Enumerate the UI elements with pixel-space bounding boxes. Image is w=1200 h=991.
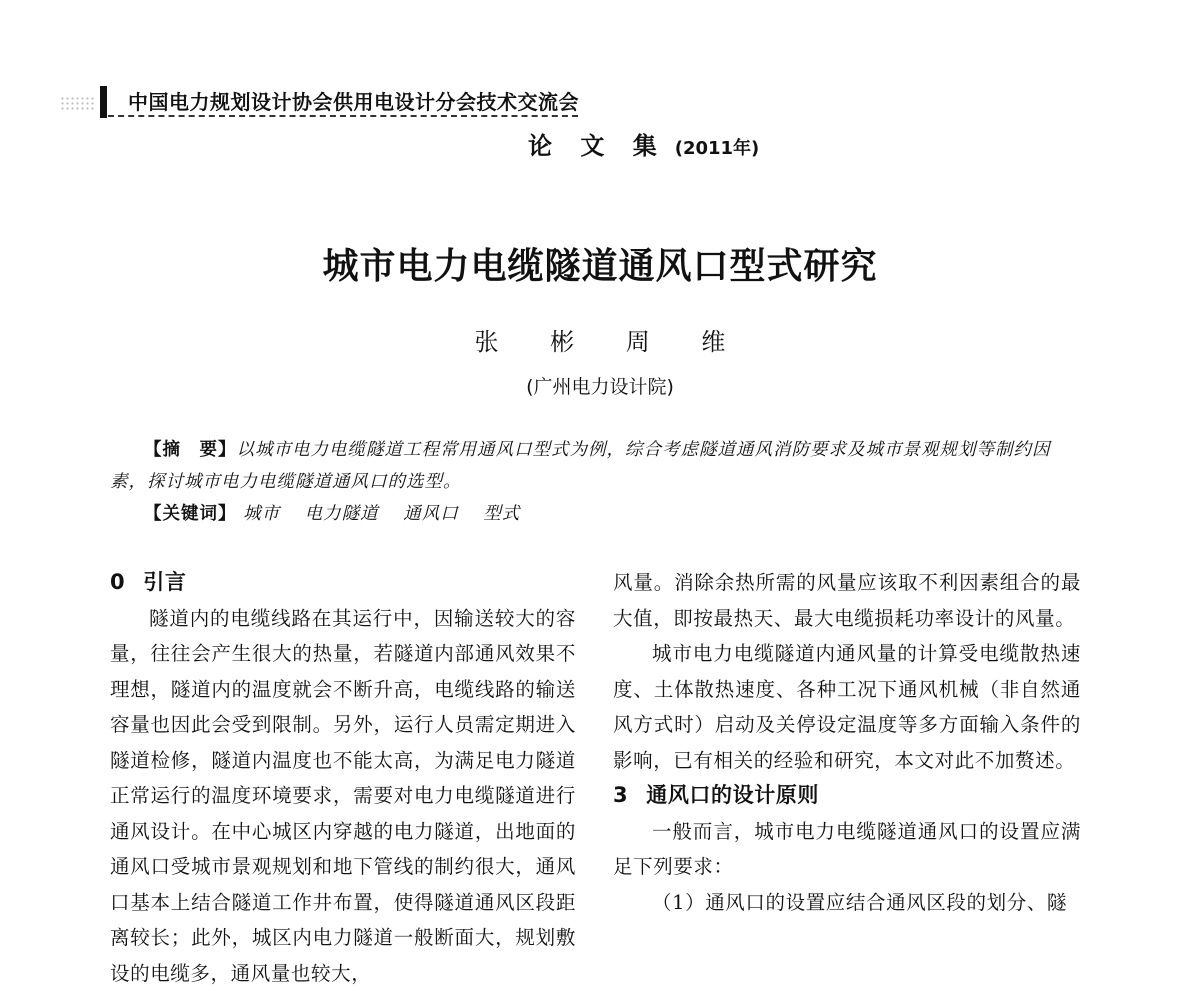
section-number: 3 (613, 783, 628, 807)
section-heading-intro (110, 565, 576, 601)
keyword-item: 电力隧道 (305, 504, 379, 524)
continued-paragraph: 风量。消除余热所需的风量应该取不利因素组合的最大值，即按最热天、最大电缆损耗功率设计的风量。 (613, 565, 1081, 636)
right-column (613, 565, 1081, 920)
proceedings-label (528, 126, 759, 161)
section3-item-1: （1）通风口的设置应结合通风区段的划分、隧 (613, 885, 1081, 921)
keyword-item: 通风口 (403, 504, 459, 524)
section-heading-3 (613, 778, 1081, 814)
section-title: 通风口的设计原则 (646, 783, 819, 807)
abstract-text: 以城市电力电缆隧道工程常用通风口型式为例，综合考虑隧道通风消防要求及城市景观规划等制约因素，探讨城市电力电缆隧道通风口的选型。 (110, 440, 1051, 492)
left-column (110, 565, 576, 991)
conference-name: 中国电力规划设计协会供用电设计分会技术交流会 (128, 86, 579, 115)
keywords (144, 498, 538, 530)
keywords-label: 【关键词】 (144, 504, 237, 524)
section3-paragraph: 一般而言，城市电力电缆隧道通风口的设置应满足下列要求： (613, 814, 1081, 885)
intro-paragraph: 隧道内的电缆线路在其运行中，因输送较大的容量，往往会产生很大的热量，若隧道内部通风效果不理想，隧道内的温度就会不断升高，电缆线路的输送容量也因此会受到限制。另外，运行人员需定期进入隧道检修，隧道内温度也不能太高，为满足电力隧道正常运行的温度环境要求，需要对电力电缆隧道进行通风设计。在中心城区内穿越的电力隧道，出地面的通风口受城市景观规划和地下管线的制约很大，通风口基本上结合隧道工作井布置，使得隧道通风区段距离较长；此外，城区内电力隧道一般断面大，规划敷设的电缆多，通风量也较大， (110, 601, 576, 991)
scan-speckle (60, 96, 96, 110)
paper-authors: 张 彬 周 维 (0, 322, 1200, 357)
section-title: 引言 (143, 570, 186, 594)
paper-title: 城市电力电缆隧道通风口型式研究 (0, 238, 1200, 289)
proceedings-year: (2011年) (675, 138, 760, 159)
abstract (110, 434, 1085, 498)
keyword-item: 型式 (483, 504, 520, 524)
ventilation-paragraph: 城市电力电缆隧道内通风量的计算受电缆散热速度、土体散热速度、各种工况下通风机械（非自然通风方式时）启动及关停设定温度等多方面输入条件的影响，已有相关的经验和研究，本文对此不加赘述。 (613, 636, 1081, 778)
proceedings-title: 论 文 集 (528, 131, 667, 160)
keyword-item: 城市 (243, 504, 280, 524)
header-dashed-rule (108, 115, 578, 117)
section-number: 0 (110, 570, 125, 594)
header-bar-mark (100, 86, 107, 118)
abstract-label: 【摘 要】 (144, 440, 237, 460)
paper-affiliation: (广州电力设计院) (0, 372, 1200, 399)
